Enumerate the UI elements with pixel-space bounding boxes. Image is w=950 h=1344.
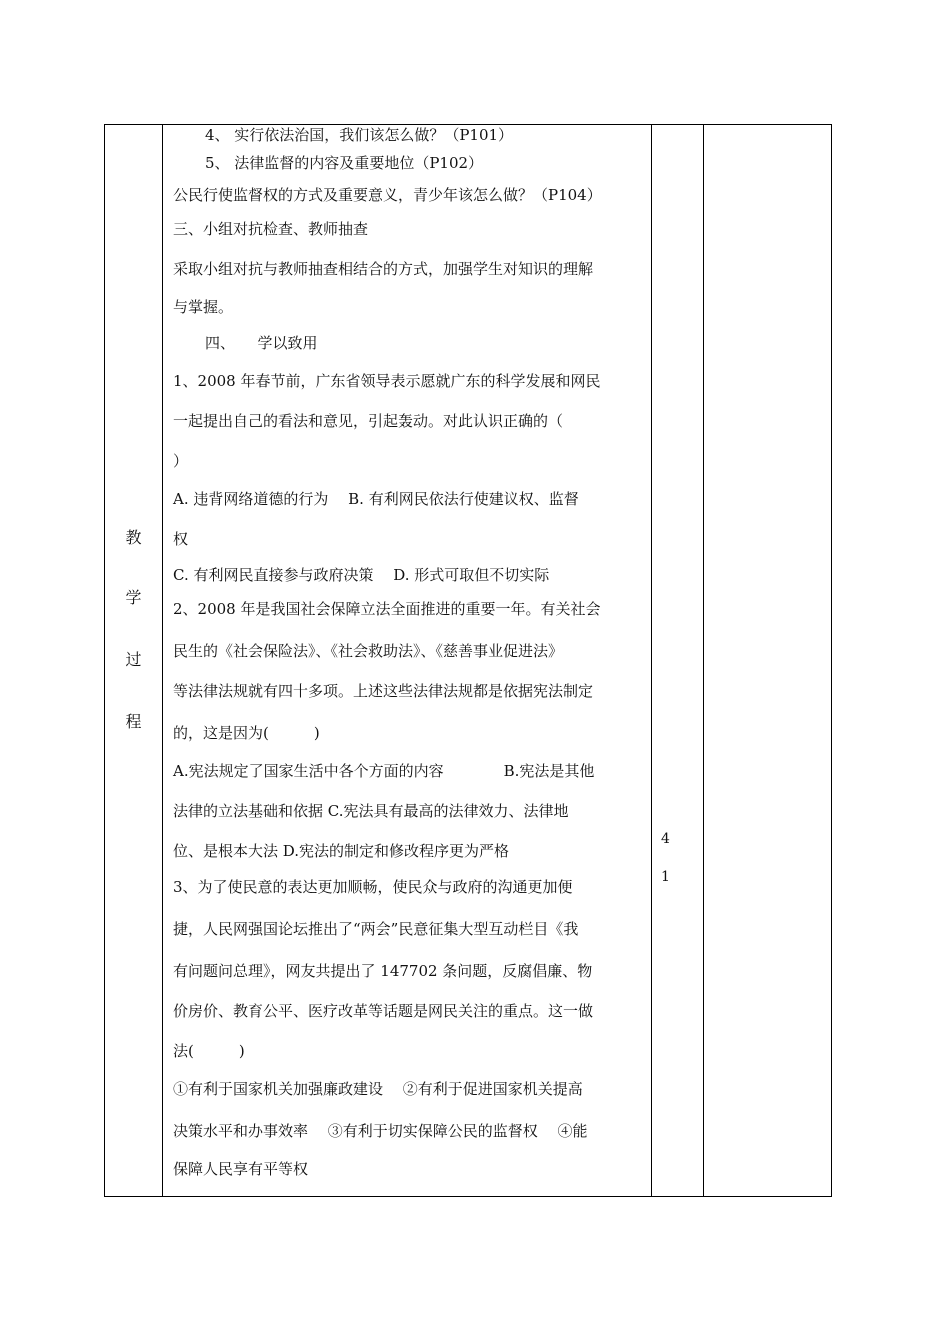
- section-label-char: 教: [125, 528, 142, 547]
- content-line: 与掌握。: [173, 298, 234, 316]
- section-heading: 四、 学以致用: [205, 334, 318, 352]
- question-line: 一起提出自己的看法和意见，引起轰动。对此认识正确的（: [173, 412, 564, 430]
- question-line: 民生的《社会保险法》、《社会救助法》、《慈善事业促进法》: [173, 642, 564, 660]
- column-divider: [703, 125, 704, 1196]
- option-line: 权: [173, 530, 189, 548]
- option-line: 决策水平和办事效率 ③有利于切实保障公民的监督权 ④能: [173, 1122, 588, 1140]
- content-line: 采取小组对抗与教师抽查相结合的方式，加强学生对知识的理解: [173, 260, 594, 278]
- option-line: A. 违背网络道德的行为 B. 有利网民依法行使建议权、监督: [173, 490, 579, 508]
- option-line: 法律的立法基础和依据 C.宪法具有最高的法律效力、法律地: [173, 802, 569, 820]
- section-label-char: 学: [125, 588, 142, 607]
- content-line: 4、 实行依法治国，我们该怎么做？（P101）: [205, 126, 514, 144]
- section-label-char: 程: [125, 712, 142, 731]
- option-line: A.宪法规定了国家生活中各个方面的内容 B.宪法是其他: [173, 762, 595, 780]
- option-line: 位、是根本大法 D.宪法的制定和修改程序更为严格: [173, 842, 510, 860]
- question-line: 3、为了使民意的表达更加顺畅，使民众与政府的沟通更加便: [173, 878, 573, 896]
- question-line: 2、2008 年是我国社会保障立法全面推进的重要一年。有关社会: [173, 600, 601, 618]
- question-line: 有问题问总理》，网友共提出了 147702 条问题，反腐倡廉、物: [173, 962, 593, 980]
- question-line: 法( ): [173, 1042, 245, 1060]
- question-line: 捷，人民网强国论坛推出了“两会”民意征集大型互动栏目《我: [173, 920, 579, 938]
- time-digit: 4: [661, 831, 670, 847]
- question-line: ）: [173, 452, 189, 470]
- content-line: 5、 法律监督的内容及重要地位（P102）: [205, 154, 484, 172]
- time-digit: 1: [661, 869, 670, 885]
- option-line: 保障人民享有平等权: [173, 1160, 309, 1178]
- option-line: ①有利于国家机关加强廉政建设 ②有利于促进国家机关提高: [173, 1080, 583, 1098]
- question-line: 的，这是因为( ): [173, 724, 320, 742]
- section-label-char: 过: [125, 650, 142, 669]
- lesson-table: [104, 124, 832, 1197]
- column-divider: [651, 125, 652, 1196]
- question-line: 1、2008 年春节前，广东省领导表示愿就广东的科学发展和网民: [173, 372, 601, 390]
- section-label: [105, 125, 162, 1196]
- section-heading: 三、小组对抗检查、教师抽查: [173, 220, 369, 238]
- content-line: 公民行使监督权的方式及重要意义，青少年该怎么做？（P104）: [173, 186, 602, 204]
- question-line: 价房价、教育公平、医疗改革等话题是网民关注的重点。这一做: [173, 1002, 594, 1020]
- option-line: C. 有利网民直接参与政府决策 D. 形式可取但不切实际: [173, 566, 550, 584]
- question-line: 等法律法规就有四十多项。上述这些法律法规都是依据宪法制定: [173, 682, 594, 700]
- column-divider: [162, 125, 163, 1196]
